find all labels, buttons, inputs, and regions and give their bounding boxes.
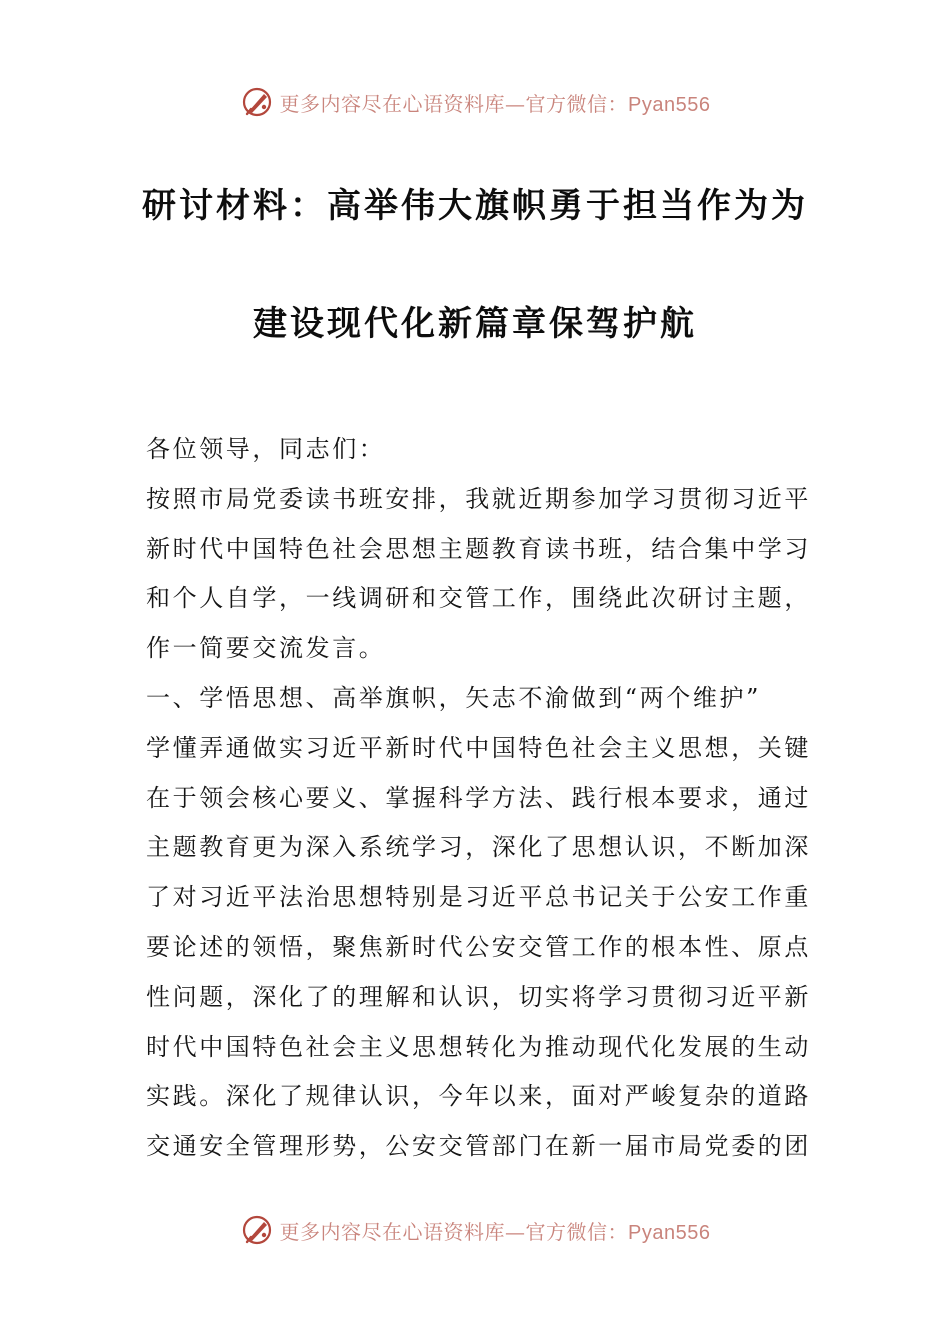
body-line: 各位领导，同志们： — [146, 435, 386, 463]
body-line: 交通安全管理形势，公安交管部门在新一届市局党委的团 — [146, 1132, 811, 1161]
header-banner-text: 更多内容尽在心语资料库—官方微信：Pyan556 — [279, 91, 711, 116]
body-line: 按照市局党委读书班安排，我就近期参加学习贯彻习近平 — [146, 484, 811, 513]
body-line: 作一简要交流发言。 — [146, 634, 386, 663]
body-line: 主题教育更为深入系统学习，深化了思想认识，不断加深 — [146, 833, 811, 862]
footer-wechat-id: Pyan556 — [628, 1221, 711, 1244]
footer-watermark-banner — [0, 1210, 950, 1250]
body-line: 学懂弄通做实习近平新时代中国特色社会主义思想，关键 — [146, 733, 811, 762]
document-title-line-2: 建设现代化新篇章保驾护航 — [253, 304, 697, 344]
header-watermark-banner — [0, 82, 950, 122]
body-line: 新时代中国特色社会思想主题教育读书班，结合集中学习 — [146, 534, 811, 563]
document-title-line-1: 研讨材料：高举伟大旗帜勇于担当作为为 — [142, 186, 808, 226]
document-body — [146, 425, 811, 1172]
header-wechat-id: Pyan556 — [628, 93, 711, 116]
body-line: 性问题，深化了的理解和认识，切实将学习贯彻习近平新 — [146, 982, 811, 1011]
footer-banner-text: 更多内容尽在心语资料库—官方微信：Pyan556 — [279, 1219, 711, 1244]
body-line: 时代中国特色社会主义思想转化为推动现代化发展的生动 — [146, 1032, 811, 1061]
body-line: 要论述的领悟，聚焦新时代公安交管工作的根本性、原点 — [146, 932, 811, 961]
section-heading-1: 一、学悟思想、高举旗帜，矢志不渝做到“两个维护” — [146, 683, 761, 712]
body-line: 在于领会核心要义、掌握科学方法、践行根本要求，通过 — [146, 783, 811, 812]
quill-pen-logo-icon — [240, 85, 274, 119]
body-line: 实践。深化了规律认识，今年以来，面对严峻复杂的道路 — [146, 1082, 811, 1111]
body-line: 了对习近平法治思想特别是习近平总书记关于公安工作重 — [146, 883, 811, 912]
quill-pen-logo-icon — [240, 1213, 274, 1247]
body-line: 和个人自学，一线调研和交管工作，围绕此次研讨主题， — [146, 584, 811, 613]
